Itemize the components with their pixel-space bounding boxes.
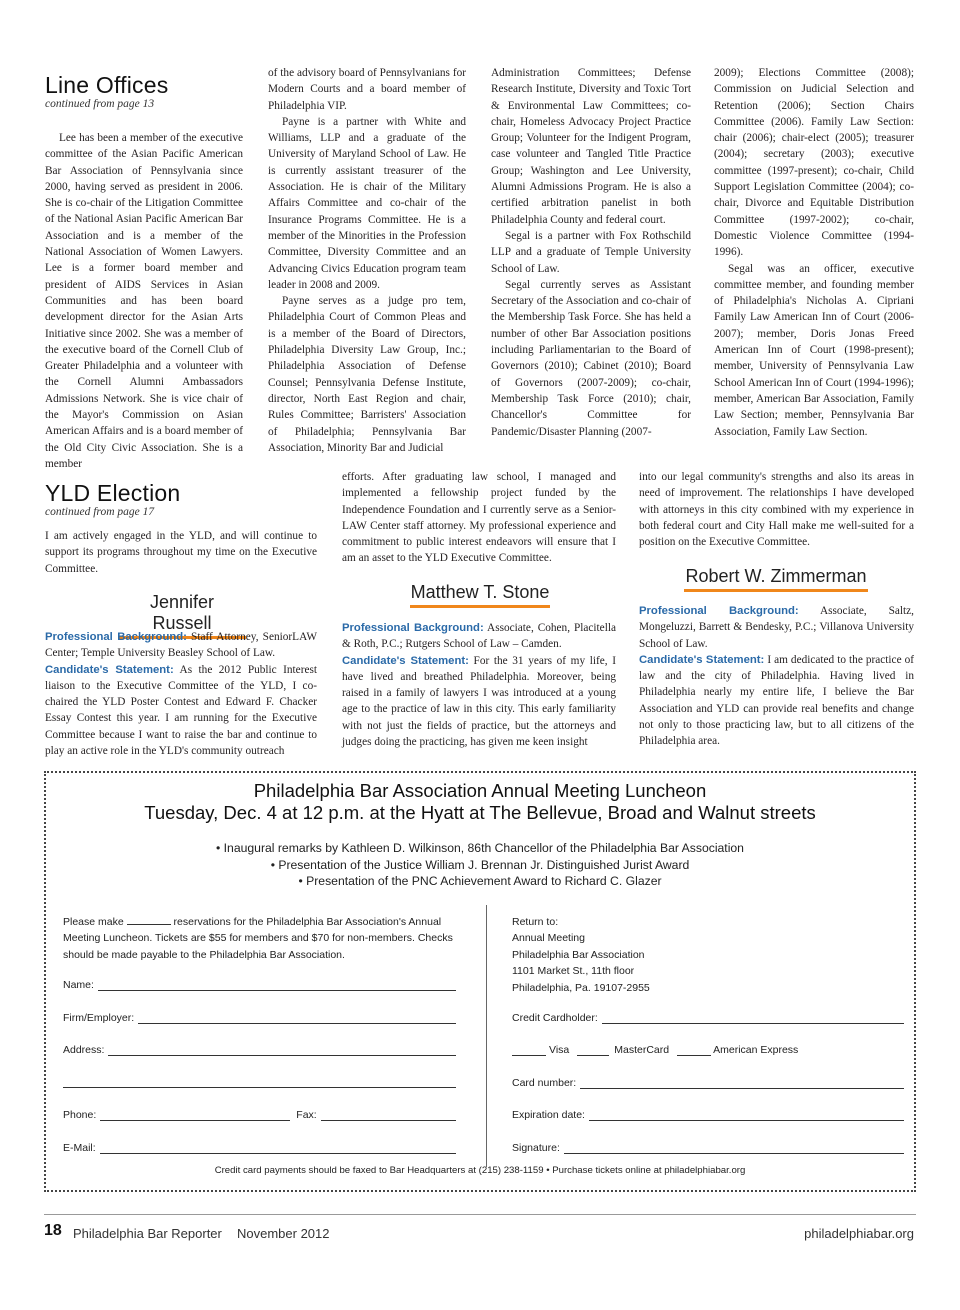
yld-col-3-continued (639, 469, 914, 550)
statement-label: Candidate's Statement: (45, 663, 174, 676)
reservation-instructions: Please make reservations for the Philadelphia Bar Association's Annual Meeting Luncheon. Tickets are $55 for members and $70 for non-members. Checks should be made payable to the Philadelphia Bar Association. (63, 916, 453, 961)
mastercard-checkbox[interactable] (577, 1045, 609, 1056)
line-offices-col-3 (491, 65, 691, 440)
candidate-name-zimmerman (684, 566, 868, 592)
page-number: 18 (44, 1222, 62, 1239)
paragraph (45, 629, 317, 662)
paragraph: Administration Committees; Defense Research Institute, Diversity and Toxic Tort & Environmental Law Committees; co-chair, Homeless Advocacy Project Practice Group; Volunteer for the Indigent Program, case volunteer and Tangled Title Practice Group; Washington and Lee University, Alumni Admissions Program. He is also a certified arbitration panelist in both Philadelphia County and federal court. (491, 67, 691, 226)
address-field-line-2[interactable] (63, 1077, 456, 1088)
bullet-item: • Presentation of the PNC Achievement Award to Richard C. Glazer (298, 874, 662, 888)
paragraph: Payne is a partner with White and Williams, LLP and a graduate of the University of Maryland School of Law. He is currently assistant treasurer of the Association. He is chair of the Military Affairs Committee and co-chair of the Insurance Programs Committee. He is a member of the Minorities in the Profession Committee, Diversity Committee and an Advancing Civics Education program team leader in 2008 and 2009. (268, 115, 466, 291)
background-label: Professional Background: (639, 605, 799, 617)
statement-text: For the 31 years of my life, I have lived and breathed Philadelphia. Moreover, being raised in a family of lawyers I was introduced at a young age to the practice of law in this city. This early familiarity with not just the fields of practice, but the attorneys and judges doing the practicing, has given me keen insight (342, 654, 617, 749)
form-divider (486, 905, 487, 1167)
phone-field[interactable] (100, 1110, 290, 1121)
reservations-count-blank[interactable] (127, 914, 171, 925)
paragraph: of the advisory board of Pennsylvanians for Modern Courts and a board member of Philadelphia VIP. (268, 67, 466, 112)
paragraph (342, 653, 616, 751)
candidate-zimmerman-text (639, 603, 914, 750)
statement-text: As the 2012 Public Interest liaison to the Executive Committee of the YLD, I co-chaired the YLD Poster Contest and Edward F. Chacker Essay Contest this year. I am running for the Executive Committee because I want to raise the bar and continue to play an active role in the YLD's community outreach (45, 663, 318, 758)
background-text: Staff Attorney, SeniorLAW Center; Temple University Beasley School of Law. (45, 631, 317, 660)
signature-field[interactable]: Signature: (512, 1142, 904, 1154)
yld-election-title: YLD Election (45, 480, 181, 506)
card-number-field[interactable]: Card number: (512, 1077, 904, 1089)
paragraph: Payne serves as a judge pro tem, Philadelphia Court of Common Pleas and is a member of the Board of Directors, Philadelphia Diversity Law Group, Inc.; Philadelphia Association of Defense Counsel; Pennsylvania Defense Institute, director, North East Region and chair, Rules Committee; Barristers' Association of Philadelphia; Pennsylvania Bar Association, Minority Bar and Judicial (268, 295, 466, 454)
candidate-name: Matthew T. Stone (410, 582, 550, 608)
firm-employer-field[interactable]: Firm/Employer: (63, 1012, 456, 1024)
luncheon-reservation-box (44, 771, 916, 1192)
address-field[interactable]: Address: (63, 1044, 456, 1056)
paragraph (639, 603, 914, 652)
luncheon-bullets (46, 840, 914, 890)
yld-intro (45, 528, 317, 577)
phone-fax-row: Phone: Fax: (63, 1109, 456, 1121)
card-type-row: Visa MasterCard American Express (512, 1044, 904, 1056)
statement-label: Candidate's Statement: (342, 654, 469, 667)
publication-name: Philadelphia Bar Reporter (73, 1226, 222, 1241)
line-offices-col-1 (45, 130, 243, 472)
return-address: Return to: Annual Meeting Philadelphia Bar Association 1101 Market St., 11th floor Philadelphia, Pa. 19107-2955 (512, 916, 650, 994)
yld-election-continued: continued from page 17 (45, 506, 155, 518)
paragraph: Lee has been a member of the executive committee of the Asian Pacific American Bar Association of Pennsylvania since 2000, having served as president in 2006. She is co-chair of the Litigation Committee of the National Asian Pacific American Bar Association and is a member of the National Association of Women Lawyers. Lee is a former board member and president of AIDS Services in Asian Communities and has been board development director for the Asian Arts Initiative since 2002. She was a member of the executive board of the Cornell Club of Greater Philadelphia and a volunteer with the Cornell Alumni Ambassadors Admissions Network. She is vice chair of the Mayor's Commission on Asian American Affairs and is a board member of the Old City Civic Association. She is a member (45, 132, 243, 470)
line-offices-continued: continued from page 13 (45, 98, 155, 110)
paragraph: 2009); Elections Committee (2008); Commission on Judicial Selection and Retention (2006); Section Chairs Committee (2006). Family Law Section: chair (2006); chair-elect (2005); treasurer (2004); secretary (2003); executive committee (1997-present); co-chair, Child Support Legislation Committee (2004); co-chair, Divorce and Equitable Distribution Committee (1997-2002); co-chair, Domestic Violence Committee (1994-1996). (714, 67, 914, 259)
statement-text: I am dedicated to the practice of law and the city of Philadelphia. Having lived in Philadelphia nearly my entire life, I believe the Bar Association and YLD can provide real benefits and change not only to those practicing law, but to all citizens of the Philadelphia area. (639, 653, 915, 748)
amex-checkbox[interactable] (677, 1045, 711, 1056)
email-field[interactable]: E-Mail: (63, 1142, 456, 1154)
background-label: Professional Background: (45, 631, 187, 643)
line-offices-col-4 (714, 65, 914, 440)
background-text: Associate, Saltz, Mongeluzzi, Barrett & Bendesky, P.C.; Villanova University School of Law. (639, 605, 914, 650)
name-field[interactable]: Name: (63, 979, 456, 991)
paragraph: Segal is a partner with Fox Rothschild LLP and a graduate of Temple University School of Law. (491, 229, 691, 275)
footer-rule (44, 1214, 916, 1215)
yld-col-2-continued (342, 469, 616, 567)
paragraph: into our legal community's strengths and also its areas in need of improvement. The relationships I have developed with attorneys in this city combined with my experience in both federal court and City Hall make me well-suited for a position on the Executive Committee. (639, 471, 914, 549)
line-offices-col-2 (268, 65, 466, 456)
candidate-name: Jennifer Russell (118, 592, 246, 639)
paragraph: efforts. After graduating law school, I managed and implemented a fellowship project funded by the Independence Foundation and I currently serve as a Senior-LAW Center staff attorney. My professional experience and commitment to public interest endeavors will ensure that I am an asset to the YLD Executive Committee. (342, 471, 616, 565)
paragraph: Segal was an officer, executive committee member, and founding member of Philadelphia's Nicholas A. Cipriani Family Law American Inn of Court (2006-2007); member, Doris Jonas Freed American Inn of Court (1998-present); member, University of Pennsylvania Law School American Inn of Court (1994-1996); member, American Bar Association, Family Law Section; member, Pennsylvania Bar Association, Family Law Section. (714, 262, 914, 438)
luncheon-subtitle: Tuesday, Dec. 4 at 12 p.m. at the Hyatt at The Bellevue, Broad and Walnut streets (144, 802, 816, 823)
line-offices-title: Line Offices (45, 72, 169, 98)
bullet-item: • Inaugural remarks by Kathleen D. Wilkinson, 86th Chancellor of the Philadelphia Bar Association (216, 841, 744, 855)
payment-note: Credit card payments should be faxed to Bar Headquarters at (215) 238-1159 • Purchase tickets online at philadelphiabar.org (214, 1165, 746, 1176)
paragraph (639, 652, 914, 750)
paragraph (342, 620, 616, 653)
bullet-item: • Presentation of the Justice William J. Brennan Jr. Distinguished Jurist Award (270, 857, 690, 872)
website-link[interactable]: philadelphiabar.org (804, 1226, 914, 1241)
issue-date: November 2012 (237, 1226, 330, 1241)
paragraph: Segal currently serves as Assistant Secretary of the Association and co-chair of the Membership Task Force. She has held a number of other Bar Association positions including Parliamentarian to the Board of Governors (2010); Cabinet (2010); Board of Governors (2007-2009); co-chair, Membership Task Force (2010); chair, Chancellor's Committee for Pandemic/Disaster Planning (2007- (491, 278, 691, 438)
fax-field[interactable] (321, 1110, 456, 1121)
paragraph: I am actively engaged in the YLD, and will continue to support its programs throughout my time on the Executive Committee. (45, 530, 317, 575)
candidate-name-stone (410, 582, 550, 608)
candidate-russell-text (45, 629, 317, 759)
background-label: Professional Background: (342, 622, 484, 634)
paragraph (45, 662, 317, 760)
credit-cardholder-field[interactable]: Credit Cardholder: (512, 1012, 904, 1024)
expiration-date-field[interactable]: Expiration date: (512, 1109, 904, 1121)
background-text: Associate, Cohen, Placitella & Roth, P.C.; Rutgers School of Law – Camden. (342, 622, 616, 651)
visa-checkbox[interactable] (512, 1045, 546, 1056)
candidate-name: Robert W. Zimmerman (684, 566, 868, 592)
statement-label: Candidate's Statement: (639, 653, 765, 666)
candidate-stone-text (342, 620, 616, 750)
luncheon-title: Philadelphia Bar Association Annual Meeting Luncheon (253, 780, 707, 801)
